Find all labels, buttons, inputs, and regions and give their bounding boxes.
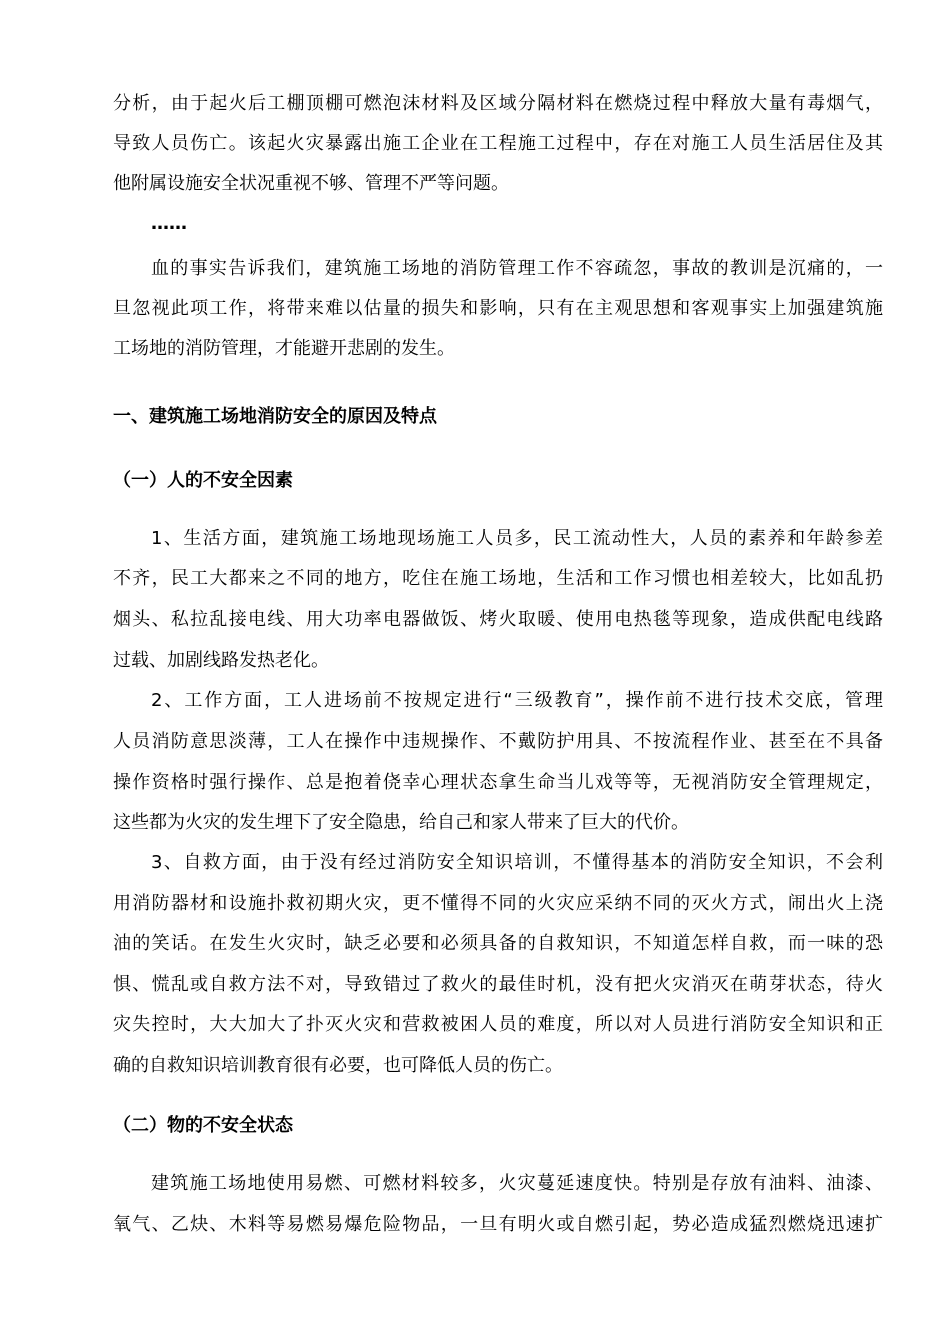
p2-line-4: 这些都为火灾的发生埋下了安全隐患，给自己和家人带来了巨大的代价。 — [113, 812, 689, 833]
subsection-heading-people: （一）人的不安全因素 — [113, 470, 293, 491]
p4-line-2: 氧气、乙炔、木料等易燃易爆危险物品，一旦有明火或自燃引起，势必造成猛烈燃烧迅速扩 — [113, 1214, 883, 1235]
p2-line-1: 2、工作方面，工人进场前不按规定进行“三级教育”，操作前不进行技术交底，管理 — [151, 690, 883, 711]
blood-line-1: 血的事实告诉我们，建筑施工场地的消防管理工作不容疏忽，事故的教训是沉痛的，一 — [151, 258, 883, 279]
p1-line-4: 过载、加剧线路发热老化。 — [113, 650, 329, 671]
p1-line-3: 烟头、私拉乱接电线、用大功率电器做饭、烤火取暖、使用电热毯等现象，造成供配电线路 — [113, 609, 883, 630]
blood-line-3: 工场地的消防管理，才能避开悲剧的发生。 — [113, 338, 455, 359]
p2-line-2: 人员消防意思淡薄，工人在操作中违规操作、不戴防护用具、不按流程作业、甚至在不具备 — [113, 731, 883, 752]
p4-line-1: 建筑施工场地使用易燃、可燃材料较多，火灾蔓延速度快。特别是存放有油料、油漆、 — [151, 1173, 883, 1194]
intro-line-1: 分析，由于起火后工棚顶棚可燃泡沫材料及区域分隔材料在燃烧过程中释放大量有毒烟气， — [113, 93, 883, 114]
p3-line-4: 惧、慌乱或自救方法不对，导致错过了救火的最佳时机，没有把火灾消灭在萌芽状态，待火 — [113, 974, 883, 995]
section-heading: 一、建筑施工场地消防安全的原因及特点 — [113, 406, 437, 427]
ellipsis: …… — [151, 213, 187, 234]
p1-line-2: 不齐，民工大都来之不同的地方，吃住在施工场地，生活和工作习惯也相差较大，比如乱扔 — [113, 568, 883, 589]
blood-line-2: 旦忽视此项工作，将带来难以估量的损失和影响，只有在主观思想和客观事实上加强建筑施 — [113, 298, 883, 319]
intro-line-3: 他附属设施安全状况重视不够、管理不严等问题。 — [113, 173, 509, 194]
intro-line-2: 导致人员伤亡。该起火灾暴露出施工企业在工程施工过程中，存在对施工人员生活居住及其 — [113, 133, 883, 154]
p3-line-1: 3、自救方面，由于没有经过消防安全知识培训，不懂得基本的消防安全知识，不会利 — [151, 852, 883, 873]
p3-line-3: 油的笑话。在发生火灾时，缺乏必要和必须具备的自救知识，不知道怎样自救，而一味的恐 — [113, 933, 883, 954]
p3-line-6: 确的自救知识培训教育很有必要，也可降低人员的伤亡。 — [113, 1055, 563, 1076]
subsection-heading-things: （二）物的不安全状态 — [113, 1115, 293, 1136]
p3-line-5: 灾失控时，大大加大了扑灭火灾和营救被困人员的难度，所以对人员进行消防安全知识和正 — [113, 1014, 883, 1035]
p3-line-2: 用消防器材和设施扑救初期火灾，更不懂得不同的火灾应采纳不同的灭火方式，闹出火上浇 — [113, 893, 883, 914]
p1-line-1: 1、生活方面，建筑施工场地现场施工人员多，民工流动性大，人员的素养和年龄参差 — [151, 528, 883, 549]
p2-line-3: 操作资格时强行操作、总是抱着侥幸心理状态拿生命当儿戏等等，无视消防安全管理规定， — [113, 772, 883, 793]
